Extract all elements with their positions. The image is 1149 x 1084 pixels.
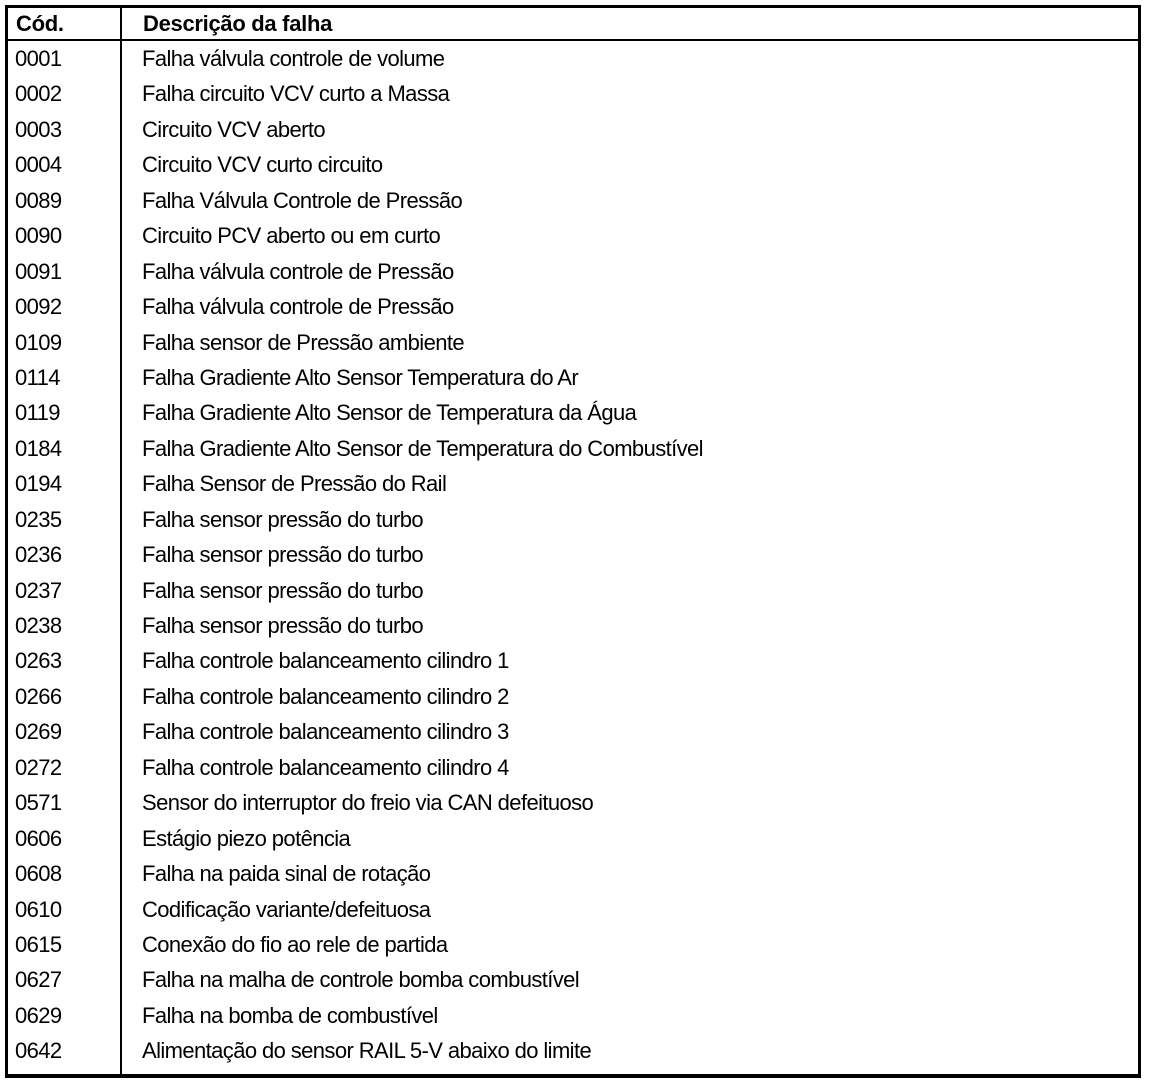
- table-row: [8, 254, 1138, 289]
- table-body: [8, 41, 1138, 1069]
- fault-description-cell: Falha válvula controle de volume: [142, 46, 445, 71]
- table-row: [8, 573, 1138, 608]
- fault-code-cell: 0109: [15, 329, 62, 355]
- fault-code-cell: 0003: [15, 116, 62, 142]
- fault-code-cell: 0194: [15, 471, 62, 497]
- fault-code-cell: 0184: [15, 435, 62, 461]
- fault-code-cell: 0235: [15, 506, 62, 532]
- fault-code-cell: 0269: [15, 719, 62, 745]
- fault-description-cell: Falha Válvula Controle de Pressão: [142, 187, 463, 213]
- fault-description-cell: Falha na paida sinal de rotação: [142, 861, 431, 887]
- fault-description-cell: Falha Gradiente Alto Sensor Temperatura do Ar: [142, 364, 579, 390]
- fault-description-cell: Falha válvula controle de Pressão: [142, 258, 454, 284]
- fault-code-cell: 0091: [15, 258, 62, 284]
- table-row: [8, 218, 1138, 253]
- table-row: [8, 502, 1138, 537]
- table-row: [8, 147, 1138, 182]
- table-row: [8, 998, 1138, 1033]
- fault-code-cell: 0272: [15, 754, 62, 780]
- fault-code-cell: 0606: [15, 825, 62, 851]
- fault-code-cell: 0002: [15, 81, 62, 107]
- table-row: [8, 608, 1138, 643]
- table-row: [8, 112, 1138, 147]
- table-row: [8, 821, 1138, 856]
- fault-code-cell: 0629: [15, 1002, 62, 1028]
- fault-description-cell: Falha sensor pressão do turbo: [142, 506, 423, 532]
- fault-description-cell: Falha sensor pressão do turbo: [142, 577, 423, 603]
- fault-description-cell: Falha Sensor de Pressão do Rail: [142, 471, 447, 497]
- fault-description-cell: Falha controle balanceamento cilindro 1: [142, 648, 509, 674]
- fault-description-cell: Codificação variante/defeituosa: [142, 896, 431, 922]
- fault-code-cell: 0642: [15, 1038, 62, 1064]
- table-row: [8, 927, 1138, 962]
- table-row: [8, 41, 1138, 76]
- fault-description-cell: Falha na malha de controle bomba combustível: [142, 967, 580, 993]
- fault-description-cell: Circuito VCV aberto: [142, 116, 326, 142]
- fault-description-cell: Circuito PCV aberto ou em curto: [142, 223, 441, 249]
- fault-code-cell: 0114: [15, 364, 60, 390]
- table-row: [8, 537, 1138, 572]
- fault-code-cell: 0627: [15, 967, 62, 993]
- fault-code-cell: 0615: [15, 931, 62, 957]
- fault-description-cell: Falha na bomba de combustível: [142, 1002, 438, 1028]
- fault-code-cell: 0238: [15, 613, 62, 638]
- table-row: [8, 183, 1138, 218]
- header-code: Cód.: [16, 11, 64, 36]
- table-row: [8, 289, 1138, 324]
- fault-description-cell: Circuito VCV curto circuito: [142, 152, 383, 178]
- fault-description-cell: Falha sensor pressão do turbo: [142, 542, 423, 568]
- fault-code-cell: 0236: [15, 542, 62, 568]
- table-row: [8, 466, 1138, 501]
- fault-code-table: [5, 5, 1141, 1078]
- fault-description-cell: Estágio piezo potência: [142, 825, 351, 851]
- table-row: [8, 431, 1138, 466]
- fault-description-cell: Falha válvula controle de Pressão: [142, 294, 454, 320]
- table-row: [8, 679, 1138, 714]
- table-row: [8, 714, 1138, 749]
- fault-description-cell: Falha controle balanceamento cilindro 4: [142, 754, 509, 780]
- table-row: [8, 395, 1138, 430]
- fault-description-cell: Falha controle balanceamento cilindro 2: [142, 683, 509, 709]
- fault-description-cell: Sensor do interruptor do freio via CAN defeituoso: [142, 790, 594, 816]
- fault-description-cell: Falha circuito VCV curto a Massa: [142, 81, 450, 107]
- fault-description-cell: Falha Gradiente Alto Sensor de Temperatura da Água: [142, 400, 637, 426]
- table-row: [8, 76, 1138, 111]
- fault-code-cell: 0237: [15, 577, 62, 603]
- table-row: [8, 856, 1138, 891]
- table-row: [8, 1033, 1138, 1068]
- fault-description-cell: Falha controle balanceamento cilindro 3: [142, 719, 509, 745]
- table-row: [8, 962, 1138, 997]
- fault-description-cell: Falha Gradiente Alto Sensor de Temperatura do Combustível: [142, 435, 703, 461]
- fault-code-cell: 0092: [15, 294, 62, 320]
- fault-code-cell: 0608: [15, 861, 62, 887]
- fault-code-cell: 0004: [15, 152, 62, 178]
- header-description: Descrição da falha: [143, 11, 333, 36]
- fault-description-cell: Falha sensor pressão do turbo: [142, 613, 423, 638]
- fault-code-cell: 0610: [15, 896, 62, 922]
- table-row: [8, 785, 1138, 820]
- fault-code-cell: 0263: [15, 648, 62, 674]
- fault-code-cell: 0266: [15, 683, 62, 709]
- fault-code-cell: 0090: [15, 223, 62, 249]
- table-row: [8, 643, 1138, 678]
- fault-code-cell: 0119: [15, 400, 60, 426]
- fault-code-cell: 0001: [15, 46, 62, 71]
- fault-description-cell: Alimentação do sensor RAIL 5-V abaixo do limite: [142, 1038, 592, 1064]
- fault-code-cell: 0571: [15, 790, 62, 816]
- table-row: [8, 750, 1138, 785]
- table-header-row: [8, 8, 1138, 41]
- fault-code-cell: 0089: [15, 187, 62, 213]
- table-row: [8, 325, 1138, 360]
- fault-description-cell: Falha sensor de Pressão ambiente: [142, 329, 464, 355]
- table-row: [8, 360, 1138, 395]
- table-row: [8, 892, 1138, 927]
- fault-description-cell: Conexão do fio ao rele de partida: [142, 931, 448, 957]
